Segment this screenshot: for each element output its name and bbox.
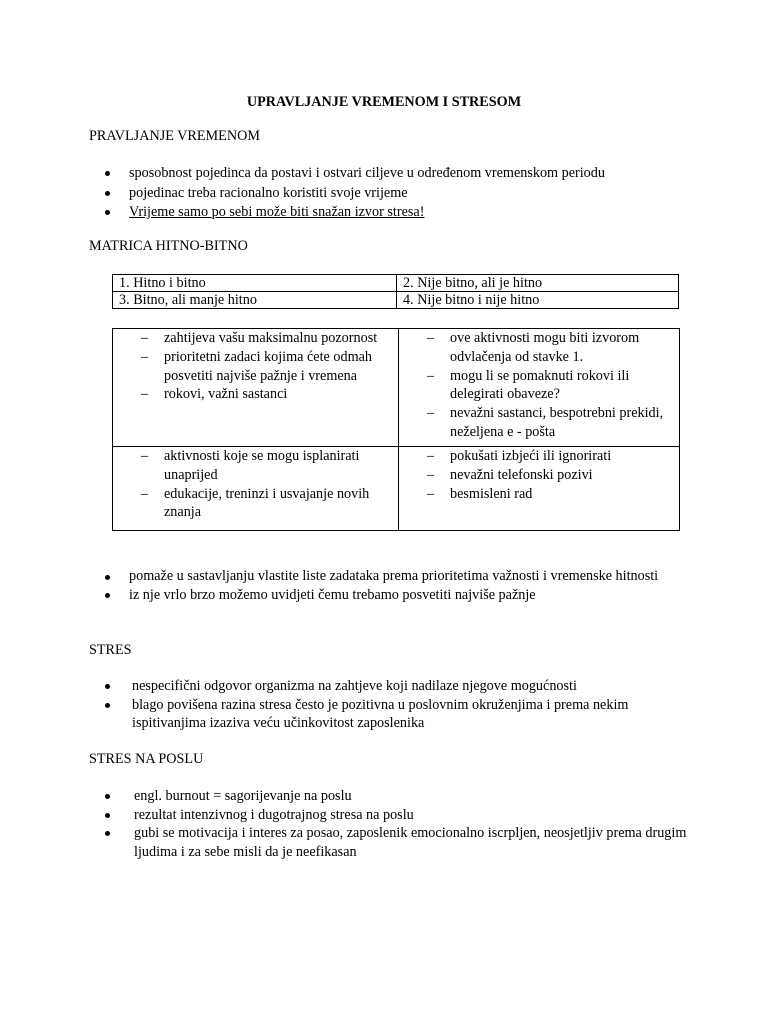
list-item: – zahtijeva vašu maksimalnu pozornost <box>113 329 398 348</box>
quadrant-q1-cell <box>113 329 399 447</box>
list-item: pojedinac treba racionalno koristiti svoje vrijeme <box>89 184 689 203</box>
quadrant-q3-cell <box>113 447 399 531</box>
section-heading-stress: STRES <box>89 642 132 658</box>
matrix-cell-q1: 1. Hitno i bitno <box>113 275 397 292</box>
table-row <box>113 275 679 292</box>
quadrant-q4-cell <box>399 447 680 531</box>
section-heading-work-stress: STRES NA POSLU <box>89 751 204 767</box>
list-item: – rokovi, važni sastanci <box>113 385 398 404</box>
section-heading-time-management: PRAVLJANJE VREMENOM <box>89 128 260 144</box>
list-item: engl. burnout = sagorijevanje na poslu <box>89 787 689 806</box>
matrix-benefits-list <box>89 568 669 605</box>
matrix-cell-q3: 3. Bitno, ali manje hitno <box>113 292 397 309</box>
list-item: pomaže u sastavljanju vlastite liste zadataka prema prioritetima važnosti i vremenske hitnosti <box>89 568 669 585</box>
time-management-list <box>89 164 689 222</box>
quadrant-q4-list <box>399 447 679 503</box>
stress-source-note: Vrijeme samo po sebi može biti snažan izvor stresa! <box>129 204 425 220</box>
urgency-importance-matrix <box>112 274 679 309</box>
list-item: – prioritetni zadaci kojima ćete odmah posvetiti najviše pažnje i vremena <box>113 348 398 386</box>
quadrant-q3-list <box>113 447 398 522</box>
list-item: – aktivnosti koje se mogu isplanirati unaprijed <box>113 447 398 485</box>
table-row <box>113 329 680 447</box>
list-item: – mogu li se pomaknuti rokovi ili delegirati obaveze? <box>399 367 679 405</box>
list-item: – edukacije, treninzi i usvajanje novih znanja <box>113 485 398 523</box>
list-item: blago povišena razina stresa često je pozitivna u poslovnim okruženjima i prema nekim ispitivanjima izaziva veću učinkovitost zaposlenika <box>89 696 679 733</box>
list-item: sposobnost pojedinca da postavi i ostvari ciljeve u određenom vremenskom periodu <box>89 164 689 183</box>
quadrant-q1-list <box>113 329 398 404</box>
matrix-cell-q4: 4. Nije bitno i nije hitno <box>397 292 679 309</box>
list-item: rezultat intenzivnog i dugotrajnog stresa na poslu <box>89 806 689 825</box>
list-item: iz nje vrlo brzo možemo uvidjeti čemu trebamo posvetiti najviše pažnje <box>89 586 669 605</box>
quadrant-q2-list <box>399 329 679 442</box>
list-item: – nevažni sastanci, bespotrebni prekidi, neželjena e - pošta <box>399 404 679 442</box>
list-item <box>89 203 689 222</box>
list-item: – pokušati izbjeći ili ignorirati <box>399 447 679 466</box>
document-title: UPRAVLJANJE VREMENOM I STRESOM <box>246 94 522 110</box>
list-item: gubi se motivacija i interes za posao, zaposlenik emocionalno iscrpljen, neosjetljiv prema drugim ljudima i za sebe misli da je neefikasan <box>89 824 689 861</box>
stress-list <box>89 677 679 733</box>
list-item: – nevažni telefonski pozivi <box>399 466 679 485</box>
matrix-cell-q2: 2. Nije bitno, ali je hitno <box>397 275 679 292</box>
table-row <box>113 447 680 531</box>
list-item: – ove aktivnosti mogu biti izvorom odvlačenja od stavke 1. <box>399 329 679 367</box>
list-item: nespecifični odgovor organizma na zahtjeve koji nadilaze njegove mogućnosti <box>89 677 679 696</box>
quadrant-q2-cell <box>399 329 680 447</box>
list-item: – besmisleni rad <box>399 485 679 504</box>
quadrant-details-table <box>112 328 680 531</box>
table-row <box>113 292 679 309</box>
section-heading-matrix: MATRICA HITNO-BITNO <box>89 238 248 254</box>
work-stress-list <box>89 787 689 861</box>
